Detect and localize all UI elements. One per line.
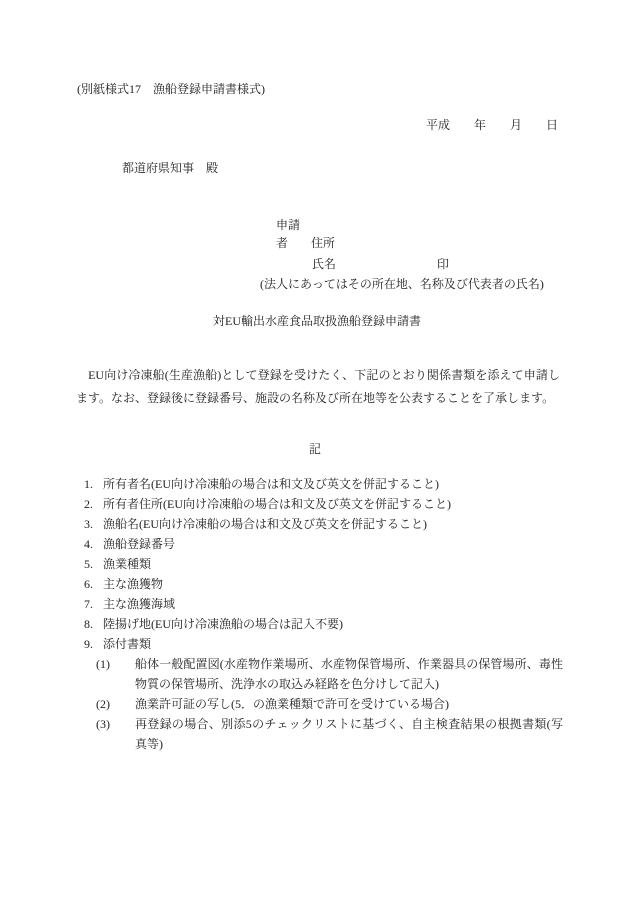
item-text: 主な漁獲物: [103, 577, 164, 591]
attachment-text: 漁業許可証の写し(5．の漁業種類で許可を受けている場合): [135, 697, 449, 711]
attachment-number: (3): [96, 717, 110, 731]
item-number: 3.: [84, 517, 93, 531]
body-paragraph: EU向け冷凍船(生産漁船)として登録を受けたく、下記のとおり関係書類を添えて申請します。なお、登録後に登録番号、施設の名称及び所在地等を公表することを了承します。: [76, 368, 560, 405]
date-line: 平成 年 月 日: [425, 118, 558, 132]
item-text: 漁船登録番号: [103, 537, 176, 551]
attachment-number: (1): [96, 657, 110, 671]
address-label: 住所: [311, 236, 336, 250]
attachment-text: 再登録の場合、別添5のチェックリストに基づく、自主検査結果の根拠書類(写真等): [135, 717, 563, 751]
item-number: 5.: [84, 557, 93, 571]
attachment-text: 船体一般配置図(水産物作業場所、水産物保管場所、作業器具の保管場所、毒性物質の保管場所、洗浄水の取込み経路を色分けして記入): [135, 657, 563, 691]
list-item: [84, 494, 630, 514]
item-text: 主な漁獲海域: [103, 597, 176, 611]
list-item: [84, 574, 630, 594]
attachment-number: (2): [96, 697, 110, 711]
list-item: [84, 634, 630, 654]
list-item: [84, 534, 630, 554]
attachment-item: [96, 694, 630, 714]
item-number: 6.: [84, 577, 93, 591]
list-item: [84, 514, 630, 534]
item-text: 陸揚げ地(EU向け冷凍漁船の場合は記入不要): [103, 617, 343, 631]
item-number: 9.: [84, 637, 93, 651]
item-text: 所有者名(EU向け冷凍船の場合は和文及び英文を併記すること): [103, 477, 439, 491]
corporate-note: (法人にあってはその所在地、名称及び代表者の氏名): [260, 277, 544, 291]
list-item: [84, 614, 630, 634]
applicant-block: [0, 216, 630, 293]
applicant-name-row: [312, 255, 630, 273]
item-number: 2.: [84, 497, 93, 511]
item-number: 8.: [84, 617, 93, 631]
numbered-list: [0, 474, 630, 754]
item-number: 1.: [84, 477, 93, 491]
record-marker: 記: [308, 442, 321, 456]
name-label: 氏名: [312, 257, 337, 271]
list-item: [84, 554, 630, 574]
addressee-line: 都道府県知事 殿: [122, 161, 219, 175]
attachment-item: [96, 714, 630, 754]
list-item: [84, 594, 630, 614]
item-number: 7.: [84, 597, 93, 611]
seal-mark: 印: [437, 257, 450, 271]
item-text: 漁船名(EU向け冷凍船の場合は和文及び英文を併記すること): [103, 517, 427, 531]
item-text: 添付書類: [103, 637, 152, 651]
item-text: 漁業種類: [103, 557, 152, 571]
list-item: [84, 474, 630, 494]
item-number: 4.: [84, 537, 93, 551]
applicant-label: 申請者: [276, 218, 301, 250]
applicant-address-row: [276, 216, 630, 252]
attachment-item: [96, 654, 630, 694]
item-text: 所有者住所(EU向け冷凍船の場合は和文及び英文を併記すること): [103, 497, 451, 511]
form-style-note: (別紙様式17 漁船登録申請書様式): [77, 82, 265, 96]
document-title: 対EU輸出水産食品取扱漁船登録申請書: [213, 314, 421, 328]
